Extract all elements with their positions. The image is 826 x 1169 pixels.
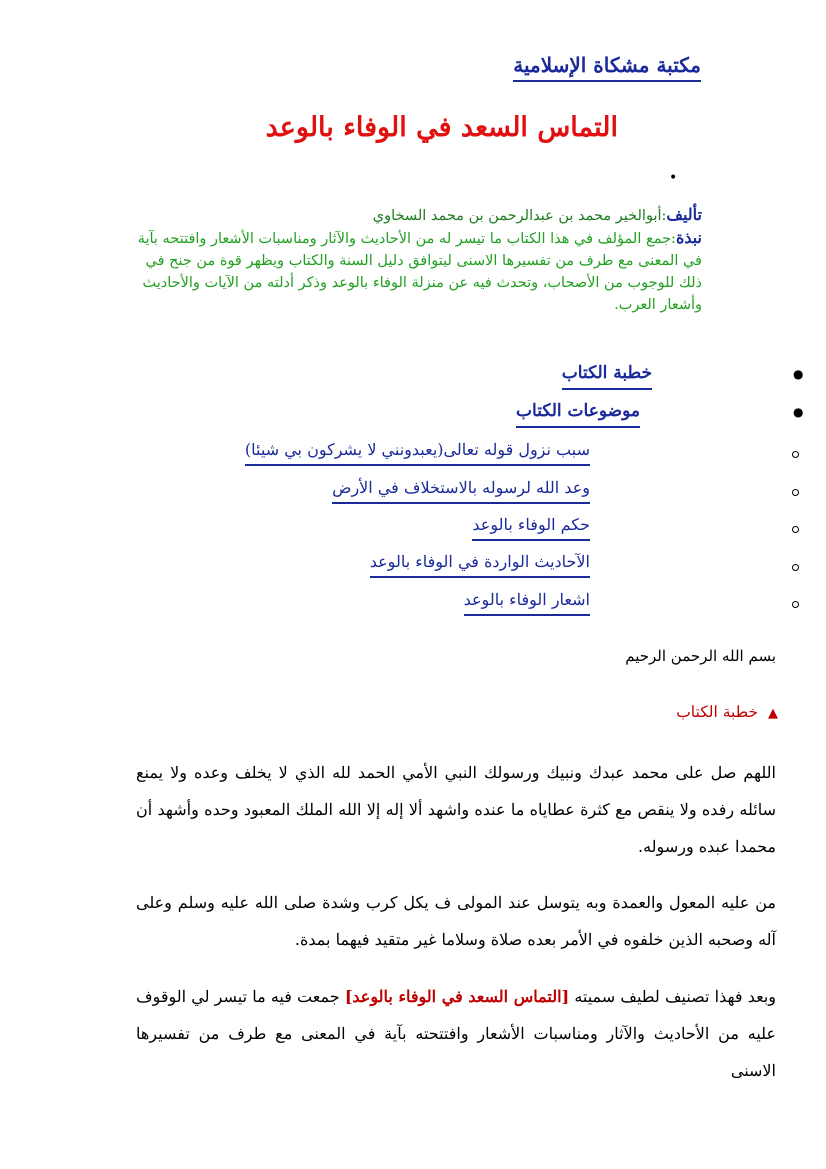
toc-sub-link[interactable]: الآحاديث الواردة في الوفاء بالوعد [370,550,590,578]
paragraph-3-start: وبعد فهذا تصنيف لطيف سميته [569,987,777,1006]
section-title: خطبة الكتاب [676,703,758,721]
toc-sub-bullet [792,564,799,571]
book-meta [122,204,702,316]
summary-row [122,227,702,316]
book-title-highlight: [التماس السعد في الوفاء بالوعد] [344,987,570,1006]
paragraph-3 [136,978,776,1089]
author-value: :أبوالخير محمد بن عبدالرحمن بن محمد السخاوي [372,208,667,224]
book-title: التماس السعد في الوفاء بالوعد [265,112,618,143]
toc-sub-link[interactable]: حكم الوفاء بالوعد [472,513,590,541]
author-label: تأليف [666,205,702,224]
paragraph-3-end: جمعت فيه ما تيسر لي الوقوف عليه من الأحاديث والآثار ومناسبات الأشعار وافتتحته بآية في المعنى مع طرف من تفسيرها الاسنى [136,987,777,1080]
paragraph-2: من عليه المعول والعمدة وبه يتوسل عند المولى ف يكل كرب وشدة صلى الله عليه وسلم وعلى آله وصحبه الذين خلفوه في الأمر بعده صلاة وسلاما غير متقيد فيهما بمدة. [136,893,776,949]
toc-link-topics[interactable]: موضوعات الكتاب [516,398,640,428]
list-bullet: • [669,170,678,186]
toc-sub-link[interactable]: سبب نزول قوله تعالى(يعبدونني لا يشركون بي شيئا) [245,438,590,466]
toc-sub-bullet [792,451,799,458]
paragraph-1: اللهم صل على محمد عبدك ونبيك ورسولك النبي الأمي الحمد لله الذي لا يخلف وعده ولا يمنع سائله رفده ولا ينقص مع كثرة عطاياه ما عنده واشهد ألا إله إلا الله الملك المعبود وحده وأشهد أن محمدا عبده ورسوله. [136,763,776,856]
library-name-link[interactable]: مكتبة مشكاة الإسلامية [513,52,701,82]
toc-sub-bullet [792,526,799,533]
author-row [122,204,702,227]
back-to-top-icon[interactable]: ▲ [768,706,778,721]
toc-bullet: ● [793,367,804,381]
toc-sub-link[interactable]: وعد الله لرسوله بالاستخلاف في الأرض [332,476,590,504]
toc-link-sermon[interactable]: خطبة الكتاب [562,360,652,390]
basmala: بسم الله الرحمن الرحيم [625,647,776,665]
summary-value: :جمع المؤلف في هذا الكتاب ما تيسر له من الأحاديث والآثار ومناسبات الأشعار وافتتحه بآية في المعنى مع طرف من تفسيرها الاسنى ليتوافق دليل السنة والكتاب ويظهر قوة من جنح في ذلك للوجوب من الأصحاب، وتحدث فيه عن منزلة الوفاء بالوعد وذكر أدلته من الآيات والأحاديث وأشعار العرب. [137,231,702,313]
toc-sub-bullet [792,601,799,608]
toc-sub-link[interactable]: اشعار الوفاء بالوعد [464,588,590,616]
toc-sub-bullet [792,489,799,496]
summary-label: نبذة [675,228,702,247]
section-heading[interactable] [676,703,778,721]
toc-bullet: ● [793,405,804,419]
